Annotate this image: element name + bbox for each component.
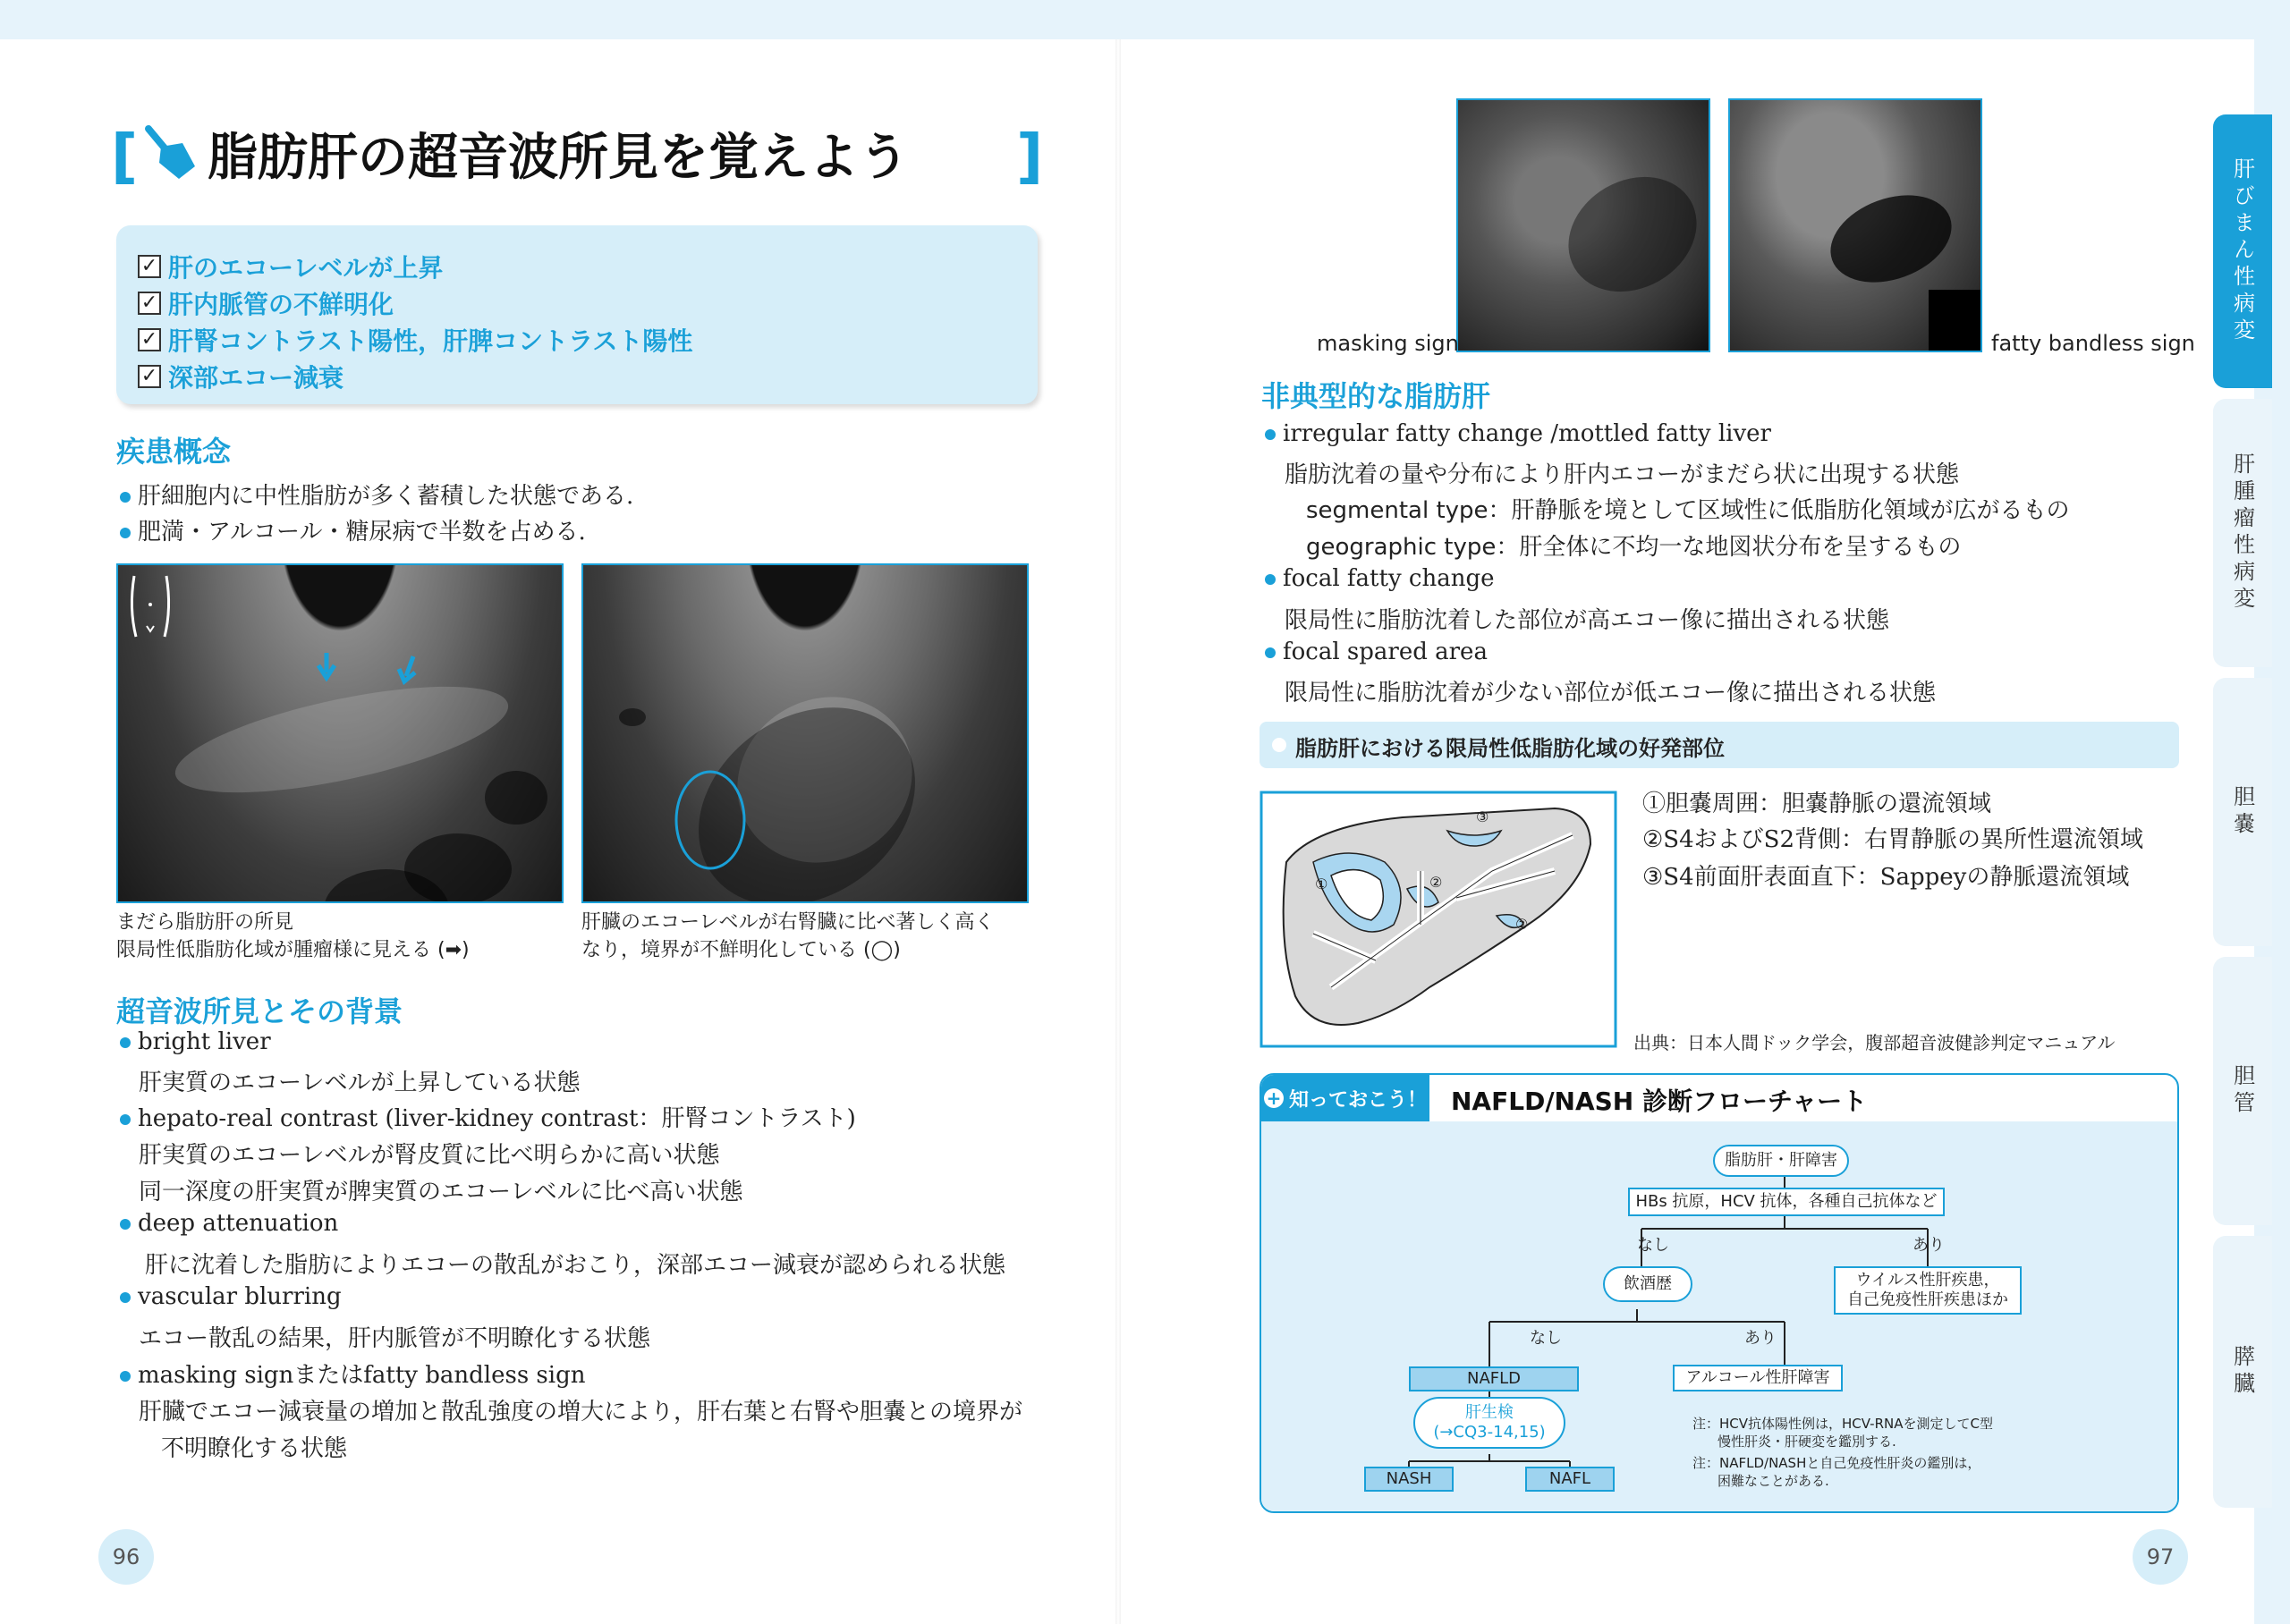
flowchart-tag: + 知っておこう！ [1261, 1075, 1429, 1121]
bullet-item: 肝細胞内に中性脂肪が多く蓄積した状態である. [120, 478, 633, 511]
page-number-right: 97 [2133, 1529, 2188, 1585]
image-caption-2: 肝臓のエコーレベルが右腎臓に比べ著しく高く なり，境界が不鮮明化している (◯) [581, 911, 995, 961]
book-gutter [1115, 39, 1121, 1624]
flow-node-alcohol: 飲酒歴 [1603, 1266, 1692, 1302]
section-heading-findings: 超音波所見とその背景 [116, 994, 403, 1028]
section-heading-disease: 疾患概念 [116, 435, 232, 469]
section-bar [1260, 722, 2179, 768]
flow-node-biopsy: 肝生検 (→CQ3-14,15) [1413, 1397, 1565, 1449]
flow-note-1: 注：HCV抗体陽性例は，HCV-RNAを測定してC型 慢性肝炎・肝硬変を鑑別する. [1692, 1416, 1993, 1450]
ultrasound-image-bandless [1728, 98, 1982, 352]
svg-text:①: ① [1315, 875, 1328, 892]
flow-label-yes: あり [1913, 1236, 1945, 1255]
flow-note-2: 注：NAFLD/NASHと自己免疫性肝炎の鑑別は， 困難なことがある. [1692, 1455, 1981, 1489]
finding-desc: 肝実質のエコーレベルが腎皮質に比べ明らかに高い状態 [139, 1142, 720, 1169]
image-label-bandless: fatty bandless sign [1991, 331, 2195, 356]
arrow-down-icon [395, 655, 419, 685]
bullet-icon [1272, 738, 1286, 752]
page-number-left: 96 [98, 1529, 154, 1585]
ultrasound-image-masking [1456, 98, 1710, 352]
atypical-subtype: geographic type：肝全体に不均一な地図状分布を呈するもの [1306, 534, 1962, 561]
finding-term: bright liver [120, 1028, 271, 1055]
tab-bile-duct[interactable]: 胆管 [2213, 957, 2272, 1225]
finding-desc: 同一深度の肝実質が脾実質のエコーレベルに比べ高い状態 [139, 1179, 743, 1205]
site-item: ①胆嚢周囲：胆嚢静脈の還流領域 [1642, 791, 1992, 817]
finding-desc: エコー散乱の結果，肝内脈管が不明瞭化する状態 [139, 1325, 651, 1352]
tab-pancreas[interactable]: 膵臓 [2213, 1236, 2272, 1508]
section-heading-atypical: 非典型的な脂肪肝 [1261, 379, 1491, 413]
svg-text:②: ② [1515, 916, 1529, 933]
finding-desc: 肝実質のエコーレベルが上昇している状態 [139, 1070, 581, 1096]
check-item: ✓ 肝内脈管の不鮮明化 [138, 285, 394, 321]
checkbox-icon: ✓ [138, 255, 161, 278]
flow-node-alcoholic: アルコール性肝障害 [1673, 1365, 1843, 1391]
tab-liver-mass[interactable]: 肝腫瘤性病変 [2213, 399, 2272, 667]
atypical-term: focal fatty change [1265, 565, 1494, 592]
atypical-term: irregular fatty change /mottled fatty liver [1265, 420, 1771, 447]
finding-desc: 肝に沈着した脂肪によりエコーの散乱がおこり，深部エコー減衰が認められる状態 [145, 1252, 1006, 1279]
bullet-item: 肥満・アルコール・糖尿病で半数を占める. [120, 513, 586, 546]
liver-diagram [1260, 791, 1617, 1048]
title-bracket-left: [ [111, 122, 139, 190]
finding-term: deep attenuation [120, 1210, 338, 1237]
source-citation: 出典：日本人間ドック学会，腹部超音波健診判定マニュアル [1633, 1032, 2116, 1053]
image-caption-1: まだら脂肪肝の所見 限局性低脂肪化域が腫瘤様に見える (➡) [116, 911, 470, 961]
highlight-circle-icon [673, 769, 748, 871]
svg-text:②: ② [1429, 874, 1443, 891]
finding-desc: 肝臓でエコー減衰量の増加と散乱強度の増大により，肝右葉と右腎や胆嚢との境界が [139, 1399, 1023, 1425]
checklist-box [116, 225, 1038, 404]
finding-desc: 不明瞭化する状態 [161, 1435, 348, 1462]
flowchart-box [1260, 1073, 2179, 1513]
flow-node-serology: HBs 抗原，HCV 抗体，各種自己抗体など [1628, 1188, 1945, 1216]
checkbox-icon: ✓ [138, 365, 161, 388]
atypical-term: focal spared area [1265, 639, 1488, 665]
tab-diffuse-liver[interactable]: 肝びまん性病変 [2213, 114, 2272, 388]
flow-node-nafld: NAFLD [1409, 1366, 1579, 1391]
image-label-masking: masking sign [1317, 331, 1459, 356]
svg-text:③: ③ [1476, 808, 1489, 825]
finding-term: hepato-real contrast (liver-kidney contrast：肝腎コントラスト) [120, 1100, 856, 1133]
flow-node-viral: ウイルス性肝疾患， 自己免疫性肝疾患ほか [1834, 1266, 2022, 1315]
ultrasound-image-kidney [581, 563, 1029, 903]
check-item: ✓ 深部エコー減衰 [138, 359, 344, 394]
ultrasound-probe-icon [143, 123, 199, 182]
arrow-down-icon [315, 651, 338, 681]
title-bracket-right: ] [1016, 122, 1044, 190]
body-marker-icon [1929, 290, 1982, 352]
atypical-subtype: segmental type：肝静脈を境として区域性に低脂肪化領域が広がるもの [1306, 497, 2070, 524]
flow-node-fatty-liver: 脂肪肝・肝障害 [1713, 1145, 1849, 1177]
flow-node-nafl: NAFL [1525, 1467, 1615, 1492]
body-marker-icon [123, 572, 177, 644]
atypical-desc: 限局性に脂肪沈着した部位が高エコー像に描出される状態 [1285, 607, 1890, 634]
check-item: ✓ 肝のエコーレベルが上昇 [138, 249, 443, 284]
atypical-desc: 限局性に脂肪沈着が少ない部位が低エコー像に描出される状態 [1285, 680, 1937, 706]
checkbox-icon: ✓ [138, 292, 161, 315]
site-item: ②S4およびS2背側：右胃静脈の異所性還流領域 [1642, 826, 2144, 853]
flowchart-title: NAFLD/NASH 診断フローチャート [1451, 1087, 1868, 1116]
finding-term: vascular blurring [120, 1283, 342, 1310]
atypical-desc: 脂肪沈着の量や分布により肝内エコーがまだら状に出現する状態 [1285, 461, 1960, 488]
flow-node-nash: NASH [1364, 1467, 1454, 1492]
flow-label-yes: あり [1744, 1329, 1777, 1348]
check-item: ✓ 肝腎コントラスト陽性，肝脾コントラスト陽性 [138, 322, 692, 358]
finding-term: masking signまたはfatty bandless sign [120, 1357, 585, 1390]
flow-label-no: なし [1530, 1329, 1562, 1348]
ultrasound-image-mottled [116, 563, 564, 903]
site-item: ③S4前面肝表面直下：Sappeyの静脈還流領域 [1642, 864, 2130, 891]
plus-icon: + [1264, 1088, 1284, 1108]
checkbox-icon: ✓ [138, 328, 161, 351]
section-bar-title: 脂肪肝における限局性低脂肪化域の好発部位 [1295, 736, 1725, 761]
flow-label-no: なし [1637, 1236, 1669, 1255]
page-title: 脂肪肝の超音波所見を覚えよう [208, 129, 909, 187]
tab-gallbladder[interactable]: 胆嚢 [2213, 678, 2272, 946]
